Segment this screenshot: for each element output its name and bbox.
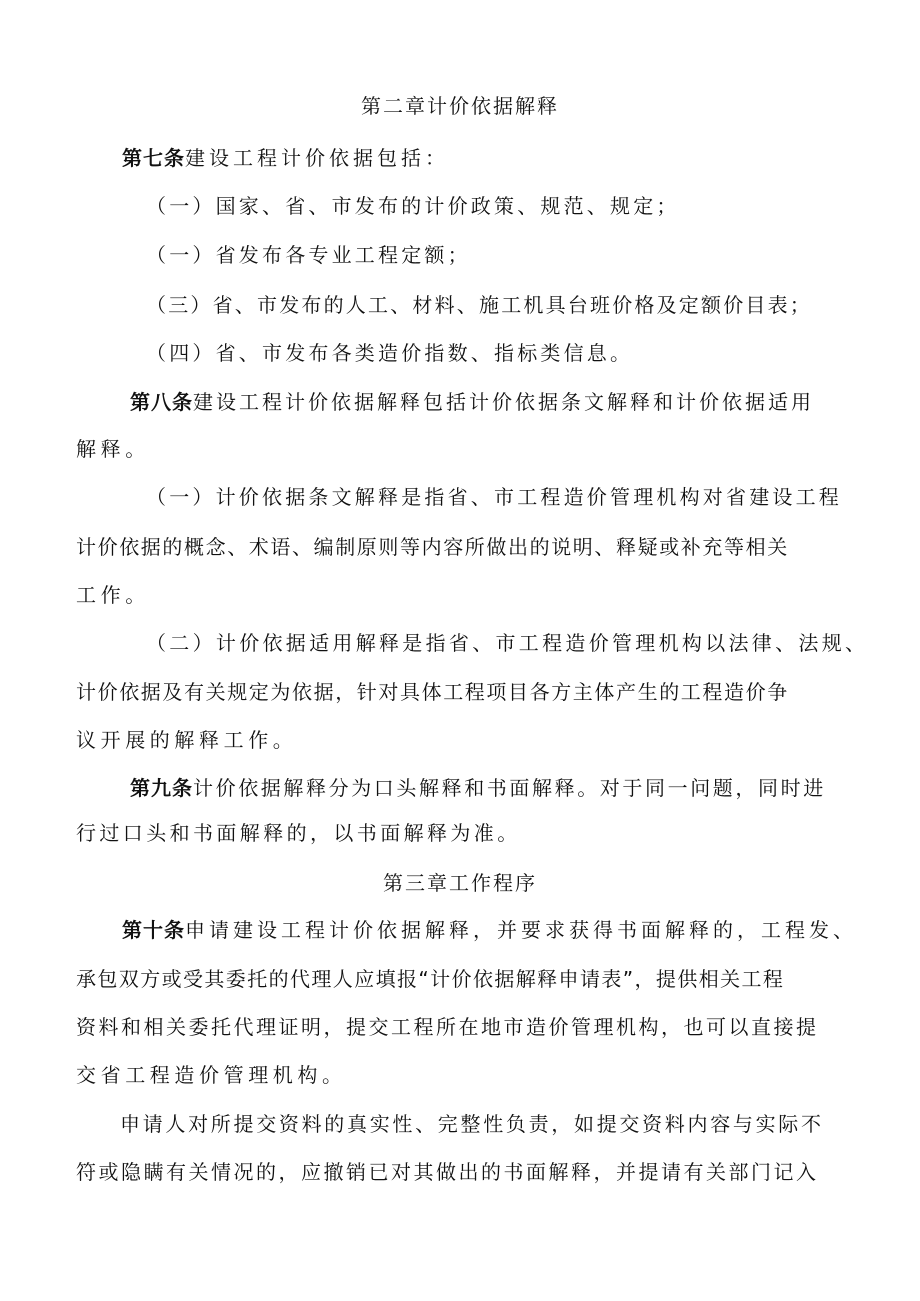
article-7	[122, 143, 920, 173]
text-line: 计价依据的概念、术语、编制原则等内容所做出的说明、释疑或补充等相关	[76, 535, 789, 559]
article-text: 建设工程计价依据解释包括计价依据条文解释和计价依据适用	[193, 390, 814, 414]
article-label: 第十条	[122, 918, 185, 942]
chapter-heading	[0, 868, 920, 898]
chapter-title: 第二章计价依据解释	[361, 94, 559, 118]
article-text: 建设工程计价依据包括：	[185, 146, 449, 170]
chapter-heading	[0, 91, 920, 121]
text-line: 符或隐瞒有关情况的，应撤销已对其做出的书面解释，并提请有关部门记入	[76, 1160, 819, 1184]
text-line: （一）计价依据条文解释是指省、市工程造价管理机构对省建设工程	[146, 485, 842, 509]
list-item: （一）国家、省、市发布的计价政策、规范、规定；	[146, 194, 680, 218]
article-label: 第七条	[122, 146, 185, 170]
list-item: （三）省、市发布的人工、材料、施工机具台班价格及定额价目表；	[146, 293, 812, 317]
article-text: 申请建设工程计价依据解释，并要求获得书面解释的，工程发、	[185, 918, 857, 942]
text-line: 计价依据及有关规定为依据，针对具体工程项目各方主体产生的工程造价争	[76, 680, 789, 704]
list-item: （一）省发布各专业工程定额；	[146, 243, 471, 267]
text-line: 议开展的解释工作。	[76, 728, 298, 752]
text-line: （二）计价依据适用解释是指省、市工程造价管理机构以法律、法规、	[146, 631, 869, 655]
text-line: 交省工程造价管理机构。	[76, 1063, 347, 1087]
text-line: 工作。	[76, 583, 150, 607]
text-line: 解释。	[76, 437, 150, 461]
chapter-title: 第三章工作程序	[383, 871, 537, 895]
text-line: 行过口头和书面解释的，以书面解释为准。	[76, 821, 521, 845]
text-line: 资料和相关委托代理证明，提交工程所在地市造价管理机构，也可以直接提	[76, 1015, 819, 1039]
article-9	[130, 773, 920, 803]
article-label: 第八条	[130, 390, 193, 414]
article-text: 计价依据解释分为口头解释和书面解释。对于同一问题，同时进	[193, 776, 826, 800]
article-8	[130, 387, 920, 417]
article-10	[122, 915, 920, 945]
text-line: 承包双方或受其委托的代理人应填报“计价依据解释申请表”，提供相关工程	[76, 967, 785, 991]
list-item: （四）省、市发布各类造价指数、指标类信息。	[146, 341, 634, 365]
text-line: 申请人对所提交资料的真实性、完整性负责，如提交资料内容与实际不	[120, 1112, 824, 1136]
article-label: 第九条	[130, 776, 193, 800]
